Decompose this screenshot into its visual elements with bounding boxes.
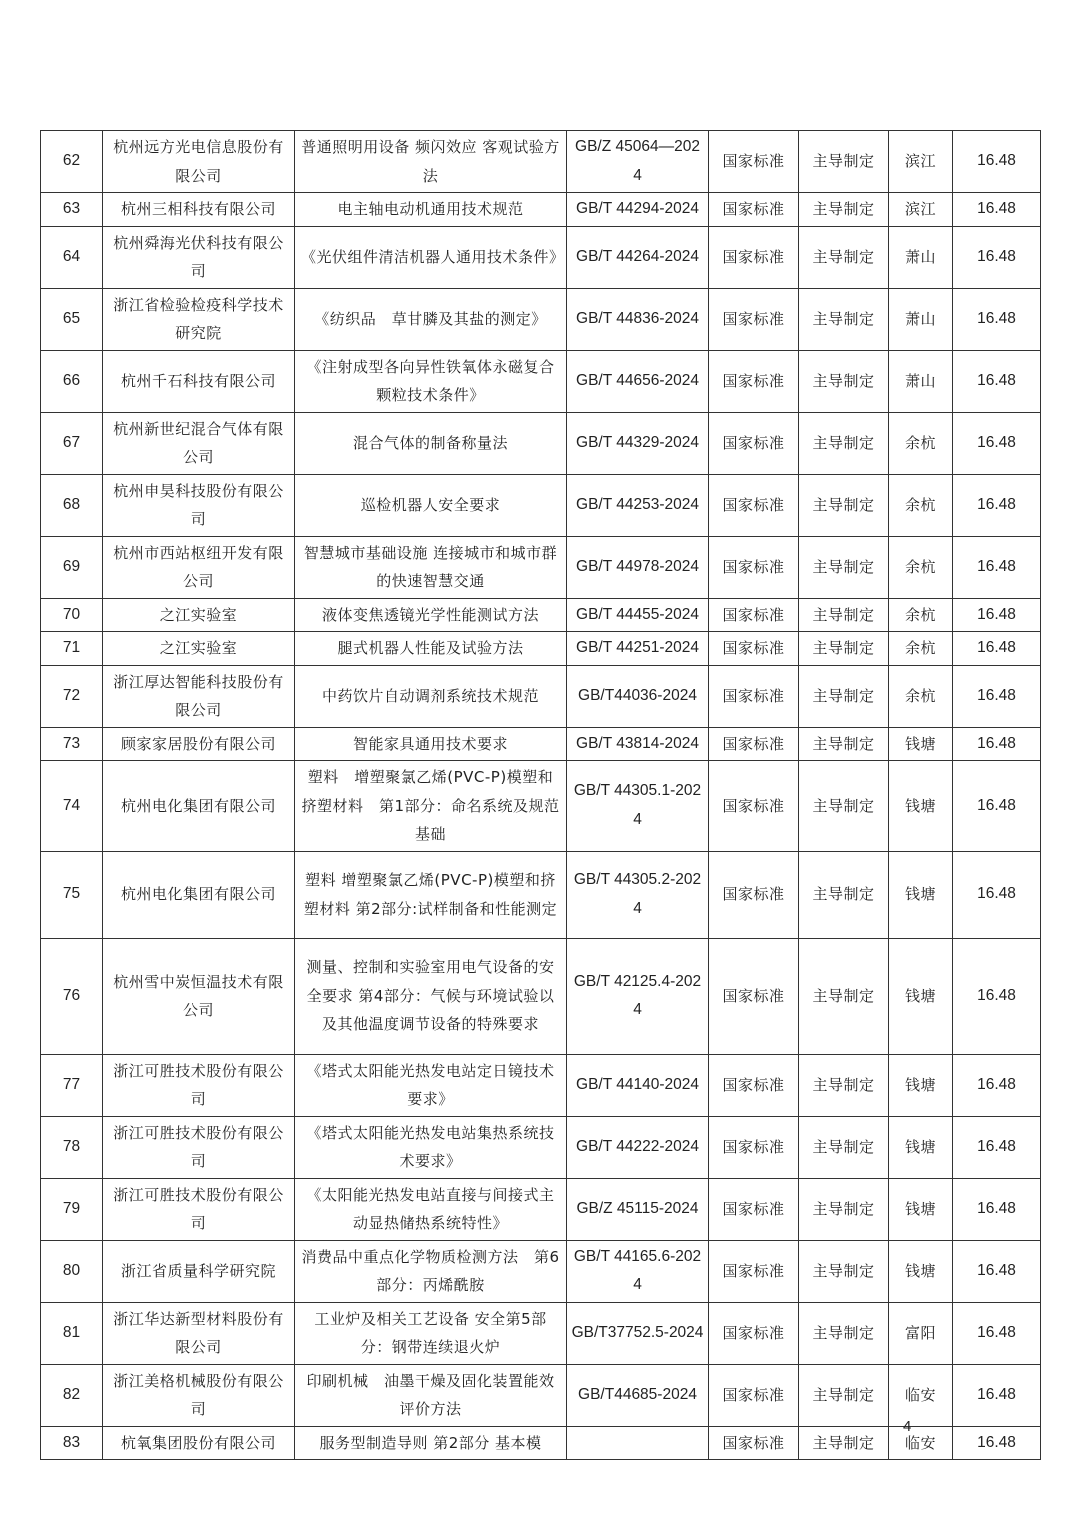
table-row <box>41 665 1041 727</box>
standard-title-cell: 服务型制造导则 第2部分 基本模 <box>295 1426 567 1460</box>
company-cell: 杭州远方光电信息股份有限公司 <box>103 131 295 193</box>
table-row <box>41 851 1041 938</box>
participation-role-cell: 主导制定 <box>799 727 889 761</box>
row-number: 80 <box>41 1240 103 1302</box>
standard-level-cell: 国家标准 <box>709 1426 799 1460</box>
standard-level-cell: 国家标准 <box>709 1240 799 1302</box>
standard-code-cell: GB/T37752.5-2024 <box>567 1302 709 1364</box>
standard-code-cell: GB/T 42125.4-2024 <box>567 938 709 1054</box>
standard-title-cell: 塑料 增塑聚氯乙烯(PVC-P)模塑和挤塑材料 第2部分:试样制备和性能测定 <box>295 851 567 938</box>
amount-cell: 16.48 <box>953 1364 1041 1426</box>
company-cell: 之江实验室 <box>103 598 295 632</box>
standard-title-cell: 工业炉及相关工艺设备 安全第5部分：钢带连续退火炉 <box>295 1302 567 1364</box>
standard-code-cell: GB/T 44140-2024 <box>567 1054 709 1116</box>
standard-title-cell: 中药饮片自动调剂系统技术规范 <box>295 665 567 727</box>
participation-role-cell: 主导制定 <box>799 226 889 288</box>
row-number: 66 <box>41 350 103 412</box>
participation-role-cell: 主导制定 <box>799 761 889 852</box>
amount-cell: 16.48 <box>953 727 1041 761</box>
company-cell: 杭州市西站枢纽开发有限公司 <box>103 536 295 598</box>
district-cell: 临安 <box>889 1426 953 1460</box>
table-row <box>41 598 1041 632</box>
company-cell: 杭州雪中炭恒温技术有限公司 <box>103 938 295 1054</box>
company-cell: 杭氧集团股份有限公司 <box>103 1426 295 1460</box>
company-cell: 浙江厚达智能科技股份有限公司 <box>103 665 295 727</box>
row-number: 83 <box>41 1426 103 1460</box>
participation-role-cell: 主导制定 <box>799 1116 889 1178</box>
amount-cell: 16.48 <box>953 761 1041 852</box>
amount-cell: 16.48 <box>953 193 1041 227</box>
row-number: 63 <box>41 193 103 227</box>
company-cell: 杭州申昊科技股份有限公司 <box>103 474 295 536</box>
amount-cell: 16.48 <box>953 1178 1041 1240</box>
standard-level-cell: 国家标准 <box>709 536 799 598</box>
standard-level-cell: 国家标准 <box>709 598 799 632</box>
row-number: 74 <box>41 761 103 852</box>
table-row <box>41 1302 1041 1364</box>
company-cell: 杭州新世纪混合气体有限公司 <box>103 412 295 474</box>
row-number: 76 <box>41 938 103 1054</box>
standard-code-cell: GB/T 44165.6-2024 <box>567 1240 709 1302</box>
company-cell: 杭州电化集团有限公司 <box>103 761 295 852</box>
district-cell: 富阳 <box>889 1302 953 1364</box>
amount-cell: 16.48 <box>953 938 1041 1054</box>
table-row <box>41 412 1041 474</box>
standard-level-cell: 国家标准 <box>709 665 799 727</box>
participation-role-cell: 主导制定 <box>799 1178 889 1240</box>
standard-level-cell: 国家标准 <box>709 288 799 350</box>
row-number: 70 <box>41 598 103 632</box>
amount-cell: 16.48 <box>953 131 1041 193</box>
standard-code-cell: GB/T44036-2024 <box>567 665 709 727</box>
company-cell: 之江实验室 <box>103 632 295 666</box>
standard-code-cell: GB/T 44305.1-2024 <box>567 761 709 852</box>
standard-title-cell: 测量、控制和实验室用电气设备的安全要求 第4部分：气候与环境试验以及其他温度调节设备的特殊要求 <box>295 938 567 1054</box>
company-cell: 浙江华达新型材料股份有限公司 <box>103 1302 295 1364</box>
amount-cell: 16.48 <box>953 226 1041 288</box>
amount-cell: 16.48 <box>953 1426 1041 1460</box>
participation-role-cell: 主导制定 <box>799 938 889 1054</box>
standard-code-cell: GB/T44685-2024 <box>567 1364 709 1426</box>
district-cell: 钱塘 <box>889 1116 953 1178</box>
table-body <box>41 131 1041 1460</box>
standard-code-cell: GB/T 44222-2024 <box>567 1116 709 1178</box>
table-row <box>41 632 1041 666</box>
table-row <box>41 1054 1041 1116</box>
standard-level-cell: 国家标准 <box>709 474 799 536</box>
standards-table <box>40 130 1041 1460</box>
standard-title-cell: 《塔式太阳能光热发电站集热系统技术要求》 <box>295 1116 567 1178</box>
standard-title-cell: 巡检机器人安全要求 <box>295 474 567 536</box>
standard-level-cell: 国家标准 <box>709 632 799 666</box>
district-cell: 萧山 <box>889 288 953 350</box>
table-row <box>41 1116 1041 1178</box>
participation-role-cell: 主导制定 <box>799 474 889 536</box>
table-row <box>41 226 1041 288</box>
participation-role-cell: 主导制定 <box>799 1240 889 1302</box>
row-number: 81 <box>41 1302 103 1364</box>
table-row <box>41 536 1041 598</box>
table-row <box>41 131 1041 193</box>
district-cell: 钱塘 <box>889 851 953 938</box>
table-row <box>41 350 1041 412</box>
company-cell: 浙江可胜技术股份有限公司 <box>103 1178 295 1240</box>
table-row <box>41 288 1041 350</box>
standard-title-cell: 印刷机械 油墨干燥及固化装置能效评价方法 <box>295 1364 567 1426</box>
standard-title-cell: 《太阳能光热发电站直接与间接式主动显热储热系统特性》 <box>295 1178 567 1240</box>
company-cell: 浙江省质量科学研究院 <box>103 1240 295 1302</box>
table-row <box>41 1364 1041 1426</box>
standard-code-cell: GB/T 44294-2024 <box>567 193 709 227</box>
district-cell: 钱塘 <box>889 1178 953 1240</box>
participation-role-cell: 主导制定 <box>799 412 889 474</box>
participation-role-cell: 主导制定 <box>799 851 889 938</box>
district-cell: 余杭 <box>889 598 953 632</box>
row-number: 68 <box>41 474 103 536</box>
row-number: 69 <box>41 536 103 598</box>
table-row <box>41 474 1041 536</box>
standard-title-cell: 电主轴电动机通用技术规范 <box>295 193 567 227</box>
standard-code-cell: GB/Z 45064—2024 <box>567 131 709 193</box>
standard-title-cell: 液体变焦透镜光学性能测试方法 <box>295 598 567 632</box>
standard-level-cell: 国家标准 <box>709 412 799 474</box>
district-cell: 滨江 <box>889 131 953 193</box>
amount-cell: 16.48 <box>953 412 1041 474</box>
row-number: 65 <box>41 288 103 350</box>
amount-cell: 16.48 <box>953 474 1041 536</box>
row-number: 67 <box>41 412 103 474</box>
standard-level-cell: 国家标准 <box>709 1302 799 1364</box>
company-cell: 杭州舜海光伏科技有限公司 <box>103 226 295 288</box>
standard-level-cell: 国家标准 <box>709 350 799 412</box>
standard-code-cell: GB/T 44305.2-2024 <box>567 851 709 938</box>
standard-title-cell: 《纺织品 草甘膦及其盐的测定》 <box>295 288 567 350</box>
amount-cell: 16.48 <box>953 851 1041 938</box>
standard-level-cell: 国家标准 <box>709 1178 799 1240</box>
standard-code-cell: GB/T 44251-2024 <box>567 632 709 666</box>
participation-role-cell: 主导制定 <box>799 288 889 350</box>
standard-code-cell: GB/T 44264-2024 <box>567 226 709 288</box>
standard-code-cell: GB/T 44978-2024 <box>567 536 709 598</box>
district-cell: 临安 <box>889 1364 953 1426</box>
amount-cell: 16.48 <box>953 288 1041 350</box>
standard-title-cell: 《注射成型各向异性铁氧体永磁复合颗粒技术条件》 <box>295 350 567 412</box>
table-row <box>41 938 1041 1054</box>
participation-role-cell: 主导制定 <box>799 1302 889 1364</box>
amount-cell: 16.48 <box>953 1116 1041 1178</box>
row-number: 78 <box>41 1116 103 1178</box>
table-row <box>41 761 1041 852</box>
district-cell: 钱塘 <box>889 761 953 852</box>
standard-title-cell: 智慧城市基础设施 连接城市和城市群的快速智慧交通 <box>295 536 567 598</box>
amount-cell: 16.48 <box>953 1302 1041 1364</box>
amount-cell: 16.48 <box>953 632 1041 666</box>
standard-title-cell: 智能家具通用技术要求 <box>295 727 567 761</box>
amount-cell: 16.48 <box>953 1054 1041 1116</box>
company-cell: 浙江美格机械股份有限公司 <box>103 1364 295 1426</box>
standard-title-cell: 《光伏组件清洁机器人通用技术条件》 <box>295 226 567 288</box>
district-cell: 钱塘 <box>889 1054 953 1116</box>
row-number: 82 <box>41 1364 103 1426</box>
district-cell: 钱塘 <box>889 1240 953 1302</box>
standard-level-cell: 国家标准 <box>709 226 799 288</box>
standard-level-cell: 国家标准 <box>709 1054 799 1116</box>
participation-role-cell: 主导制定 <box>799 131 889 193</box>
company-cell: 浙江可胜技术股份有限公司 <box>103 1054 295 1116</box>
district-cell: 余杭 <box>889 536 953 598</box>
row-number: 62 <box>41 131 103 193</box>
standard-code-cell: GB/T 44836-2024 <box>567 288 709 350</box>
row-number: 71 <box>41 632 103 666</box>
standard-level-cell: 国家标准 <box>709 131 799 193</box>
company-cell: 顾家家居股份有限公司 <box>103 727 295 761</box>
participation-role-cell: 主导制定 <box>799 598 889 632</box>
company-cell: 浙江可胜技术股份有限公司 <box>103 1116 295 1178</box>
district-cell: 萧山 <box>889 226 953 288</box>
participation-role-cell: 主导制定 <box>799 665 889 727</box>
table-row <box>41 1178 1041 1240</box>
row-number: 75 <box>41 851 103 938</box>
company-cell: 杭州千石科技有限公司 <box>103 350 295 412</box>
amount-cell: 16.48 <box>953 1240 1041 1302</box>
district-cell: 滨江 <box>889 193 953 227</box>
amount-cell: 16.48 <box>953 665 1041 727</box>
district-cell: 钱塘 <box>889 938 953 1054</box>
standard-code-cell <box>567 1426 709 1460</box>
participation-role-cell: 主导制定 <box>799 350 889 412</box>
standard-title-cell: 消费品中重点化学物质检测方法 第6部分：丙烯酰胺 <box>295 1240 567 1302</box>
standard-level-cell: 国家标准 <box>709 193 799 227</box>
district-cell: 萧山 <box>889 350 953 412</box>
participation-role-cell: 主导制定 <box>799 1054 889 1116</box>
standard-code-cell: GB/T 44455-2024 <box>567 598 709 632</box>
district-cell: 余杭 <box>889 665 953 727</box>
district-cell: 余杭 <box>889 474 953 536</box>
participation-role-cell: 主导制定 <box>799 632 889 666</box>
amount-cell: 16.48 <box>953 536 1041 598</box>
participation-role-cell: 主导制定 <box>799 1364 889 1426</box>
standard-level-cell: 国家标准 <box>709 1364 799 1426</box>
company-cell: 浙江省检验检疫科学技术研究院 <box>103 288 295 350</box>
page-number: 4 <box>903 1418 912 1435</box>
standard-level-cell: 国家标准 <box>709 761 799 852</box>
standard-title-cell: 《塔式太阳能光热发电站定日镜技术要求》 <box>295 1054 567 1116</box>
table-row <box>41 193 1041 227</box>
amount-cell: 16.48 <box>953 598 1041 632</box>
standard-code-cell: GB/T 44329-2024 <box>567 412 709 474</box>
standard-code-cell: GB/T 44656-2024 <box>567 350 709 412</box>
standard-title-cell: 混合气体的制备称量法 <box>295 412 567 474</box>
standard-code-cell: GB/T 44253-2024 <box>567 474 709 536</box>
row-number: 72 <box>41 665 103 727</box>
table-row <box>41 727 1041 761</box>
district-cell: 钱塘 <box>889 727 953 761</box>
standard-level-cell: 国家标准 <box>709 851 799 938</box>
district-cell: 余杭 <box>889 412 953 474</box>
table-row <box>41 1240 1041 1302</box>
amount-cell: 16.48 <box>953 350 1041 412</box>
standard-title-cell: 塑料 增塑聚氯乙烯(PVC-P)模塑和挤塑材料 第1部分：命名系统及规范基础 <box>295 761 567 852</box>
participation-role-cell: 主导制定 <box>799 193 889 227</box>
participation-role-cell: 主导制定 <box>799 1426 889 1460</box>
standard-code-cell: GB/T 43814-2024 <box>567 727 709 761</box>
standard-level-cell: 国家标准 <box>709 727 799 761</box>
company-cell: 杭州电化集团有限公司 <box>103 851 295 938</box>
standard-code-cell: GB/Z 45115-2024 <box>567 1178 709 1240</box>
row-number: 64 <box>41 226 103 288</box>
standard-level-cell: 国家标准 <box>709 1116 799 1178</box>
standard-title-cell: 腿式机器人性能及试验方法 <box>295 632 567 666</box>
participation-role-cell: 主导制定 <box>799 536 889 598</box>
row-number: 77 <box>41 1054 103 1116</box>
district-cell: 余杭 <box>889 632 953 666</box>
company-cell: 杭州三相科技有限公司 <box>103 193 295 227</box>
row-number: 79 <box>41 1178 103 1240</box>
standard-level-cell: 国家标准 <box>709 938 799 1054</box>
standard-title-cell: 普通照明用设备 频闪效应 客观试验方法 <box>295 131 567 193</box>
row-number: 73 <box>41 727 103 761</box>
table-row <box>41 1426 1041 1460</box>
